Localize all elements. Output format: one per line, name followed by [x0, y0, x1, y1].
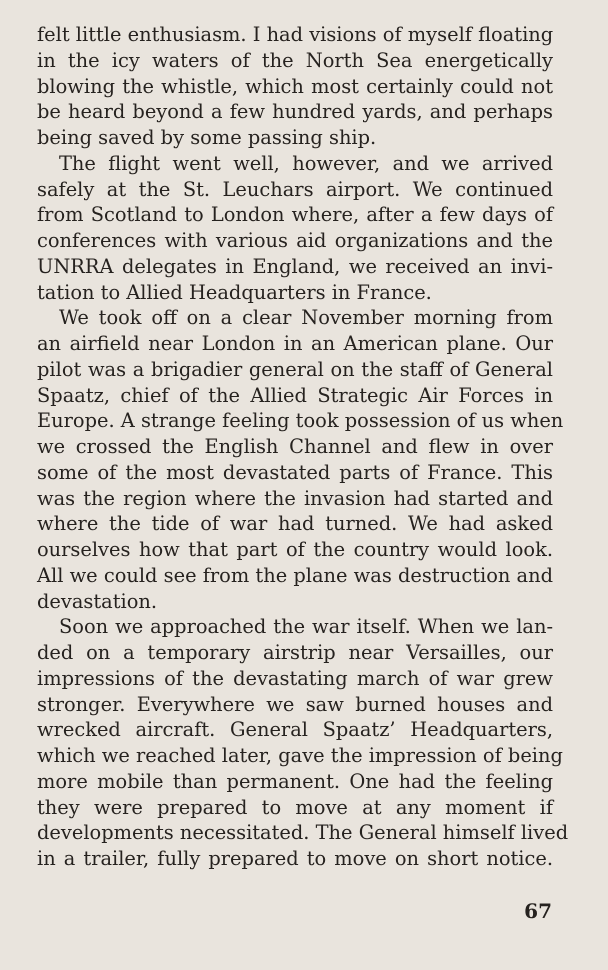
text-line: some of the most devastated parts of France. This [37, 460, 553, 484]
text-line: be heard beyond a few hundred yards, and perhaps [37, 100, 553, 124]
text-line: The flight went well, however, and we arrived [59, 151, 553, 175]
paragraph [37, 151, 553, 306]
text-line: they were prepared to move at any moment if [37, 795, 553, 819]
text-line: felt little enthusiasm. I had visions of myself floating [37, 23, 554, 46]
text-line: devastation. [37, 589, 158, 613]
text-line: in the icy waters of the North Sea energetically [37, 48, 553, 72]
paragraph [37, 305, 564, 614]
text-line: blowing the whistle, which most certainly could not [37, 74, 553, 98]
text-line: ded on a temporary airstrip near Versailles, our [37, 641, 553, 664]
text-line: more mobile than permanent. One had the feeling [37, 769, 553, 793]
text-line: was the region where the invasion had started and [37, 486, 553, 510]
text-line: which we reached later, gave the impression of being [37, 744, 563, 767]
text-line: All we could see from the plane was destruction and [37, 563, 553, 587]
paragraph [37, 22, 553, 151]
text-line: tation to Allied Headquarters in France. [37, 280, 432, 304]
text-line: an airfield near London in an American plane. Our [37, 332, 553, 355]
text-line: UNRRA delegates in England, we received an invi- [37, 254, 553, 278]
text-line: wrecked aircraft. General Spaatz’ Headquarters, [37, 718, 553, 742]
text-line: Spaatz, chief of the Allied Strategic Air Forces in [37, 383, 553, 407]
text-line: from Scotland to London where, after a few days of [37, 203, 553, 227]
text-line: being saved by some passing ship. [37, 126, 377, 149]
text-line: Soon we approached the war itself. When we lan- [59, 615, 553, 639]
text-line: stronger. Everywhere we saw burned houses and [37, 692, 553, 716]
text-line: in a trailer, fully prepared to move on short notice. [37, 847, 553, 870]
text-line: ourselves how that part of the country would look. [37, 538, 553, 561]
text-line: safely at the St. Leuchars airport. We continued [37, 177, 553, 201]
text-line: impressions of the devastating march of war grew [37, 666, 553, 690]
text-line: We took off on a clear November morning from [59, 306, 553, 330]
text-line: we crossed the English Channel and flew in over [37, 435, 553, 458]
page-number: 67 [524, 899, 552, 923]
text-line: conferences with various aid organizations and the [37, 229, 553, 252]
text-line: pilot was a brigadier general on the staff of General [37, 357, 553, 381]
body-text [37, 22, 569, 872]
paragraph [37, 614, 569, 872]
text-line: developments necessitated. The General himself lived [37, 821, 569, 845]
text-line: where the tide of war had turned. We had asked [37, 512, 553, 536]
text-line: Europe. A strange feeling took possession of us when [37, 409, 564, 433]
